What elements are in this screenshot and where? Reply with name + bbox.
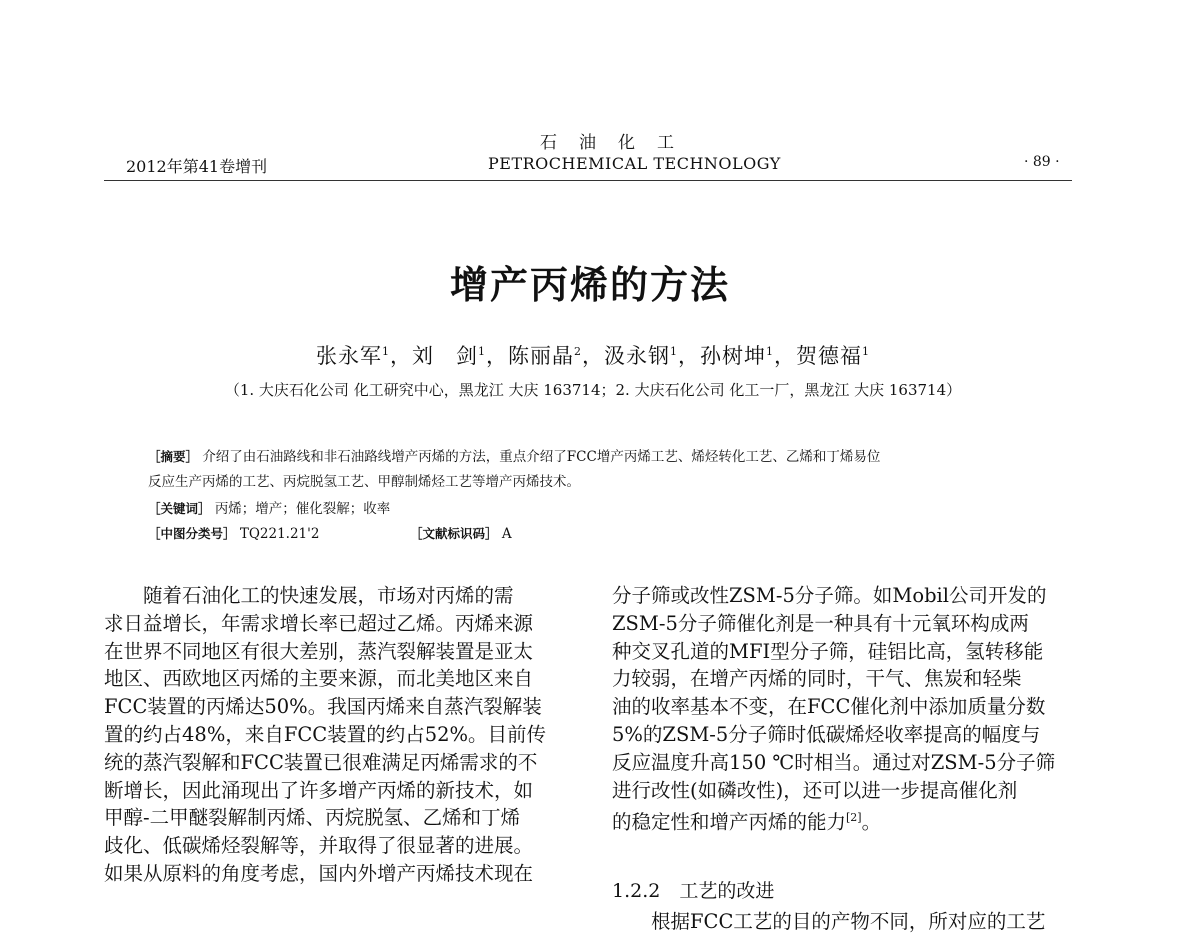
document-id-label: ［文献标识码］ <box>410 526 498 541</box>
author-affiliation-mark: 1 <box>766 345 774 358</box>
body-line: 反应温度升高150 ℃时相当。通过对ZSM-5分子筛 <box>612 750 1056 774</box>
journal-name-chinese: 石油化工 <box>540 133 696 153</box>
classification-row <box>148 524 319 542</box>
document-id-row <box>410 524 512 542</box>
author-name: 孙树坤 <box>700 344 766 368</box>
page-number: · 89 · <box>1024 154 1060 170</box>
section-heading: 1.2.2 工艺的改进 <box>612 880 775 902</box>
body-line: ZSM-5分子筛催化剂是一种具有十元氧环构成两 <box>612 611 1029 635</box>
body-line: 如果从原料的角度考虑，国内外增产丙烯技术现在 <box>104 861 534 885</box>
body-line: 求日益增长，年需求增长率已超过乙烯。丙烯来源 <box>104 611 534 635</box>
author-list: 张永军$^1$，刘 剑$^1$，陈丽晶$^2$，汲永钢$^1$，孙树坤$^1$，贺德福$^1$ <box>316 344 870 368</box>
author-name: 刘 剑 <box>412 344 478 368</box>
paper-title: 增产丙烯的方法 <box>449 263 730 307</box>
body-line: 地区、西欧地区丙烯的主要来源，而北美地区来自 <box>104 667 534 691</box>
body-line: 随着石油化工的快速发展，市场对丙烯的需 <box>104 584 514 607</box>
abstract-text: 介绍了由石油路线和非石油路线增产丙烯的方法，重点介绍了FCC增产丙烯工艺、烯烃转化工艺、乙烯和丁烯易位 <box>202 449 881 465</box>
author-affiliation-mark: 1 <box>862 345 870 358</box>
body-line-text: 的稳定性和增产丙烯的能力 <box>612 810 847 834</box>
body-line: 5%的ZSM-5分子筛时低碳烯烃收率提高的幅度与 <box>612 722 1041 746</box>
keywords-row <box>148 497 390 517</box>
body-line: 统的蒸汽裂解和FCC装置已很难满足丙烯需求的不 <box>104 750 538 774</box>
body-right-column <box>612 582 1055 832</box>
author-affiliation-mark: 1 <box>478 345 486 358</box>
body-line-end: 。 <box>861 810 882 834</box>
body-line <box>612 804 1055 832</box>
body-line: 力较弱，在增产丙烯的同时，干气、焦炭和轻柴 <box>612 667 1022 691</box>
body-line: FCC装置的丙烯达50%。我国丙烯来自蒸汽裂解装 <box>104 695 542 719</box>
author-affiliation-mark: 2 <box>574 345 582 358</box>
keywords-label: ［关键词］ <box>148 501 211 516</box>
abstract-line-2: 反应生产丙烯的工艺、丙烷脱氢工艺、甲醇制烯烃工艺等增产丙烯技术。 <box>148 474 580 490</box>
body-line: 分子筛或改性ZSM-5分子筛。如Mobil公司开发的 <box>612 584 1047 607</box>
abstract-label: ［摘要］ <box>148 449 199 464</box>
body-line: 在世界不同地区有很大差别，蒸汽裂解装置是亚太 <box>104 639 534 663</box>
author-affiliation-mark: 1 <box>670 345 678 358</box>
author-affiliations: （1. 大庆石化公司 化工研究中心，黑龙江 大庆 163714；2. 大庆石化公司 化工一厂，黑龙江 大庆 163714） <box>224 381 962 399</box>
classification-label: ［中图分类号］ <box>148 526 236 541</box>
body-line: 置的约占48%，来自FCC装置的约占52%。目前传 <box>104 722 547 746</box>
author-affiliation-mark: 1 <box>382 345 390 358</box>
body-right-continuation: 根据FCC工艺的目的产物不同，所对应的工艺 <box>612 910 1046 933</box>
journal-name-english: PETROCHEMICAL TECHNOLOGY <box>488 154 781 173</box>
author-name: 陈丽晶 <box>508 344 574 368</box>
body-line: 进行改性(如磷改性)，还可以进一步提高催化剂 <box>612 778 1018 802</box>
abstract-line-1 <box>148 445 880 465</box>
body-line: 种交叉孔道的MFI型分子筛，硅铝比高，氢转移能 <box>612 639 1044 663</box>
body-line: 断增长，因此涌现出了许多增产丙烯的新技术，如 <box>104 778 534 802</box>
keywords-text: 丙烯；增产；催化裂解；收率 <box>214 501 391 517</box>
body-left-column <box>104 582 546 888</box>
citation-reference: [2] <box>846 811 862 825</box>
classification-value: TQ221.21'2 <box>239 526 320 542</box>
author-name: 张永军 <box>316 344 382 368</box>
body-line: 油的收率基本不变，在FCC催化剂中添加质量分数 <box>612 695 1046 719</box>
issue-info: 2012年第41卷增刊 <box>126 157 268 176</box>
author-name: 汲永钢 <box>604 344 670 368</box>
header-rule <box>104 180 1072 181</box>
author-name: 贺德福 <box>796 344 862 368</box>
body-line: 甲醇-二甲醚裂解制丙烯、丙烷脱氢、乙烯和丁烯 <box>104 806 521 830</box>
document-id-value: A <box>501 526 512 542</box>
body-line: 歧化、低碳烯烃裂解等，并取得了很显著的进展。 <box>104 834 534 858</box>
